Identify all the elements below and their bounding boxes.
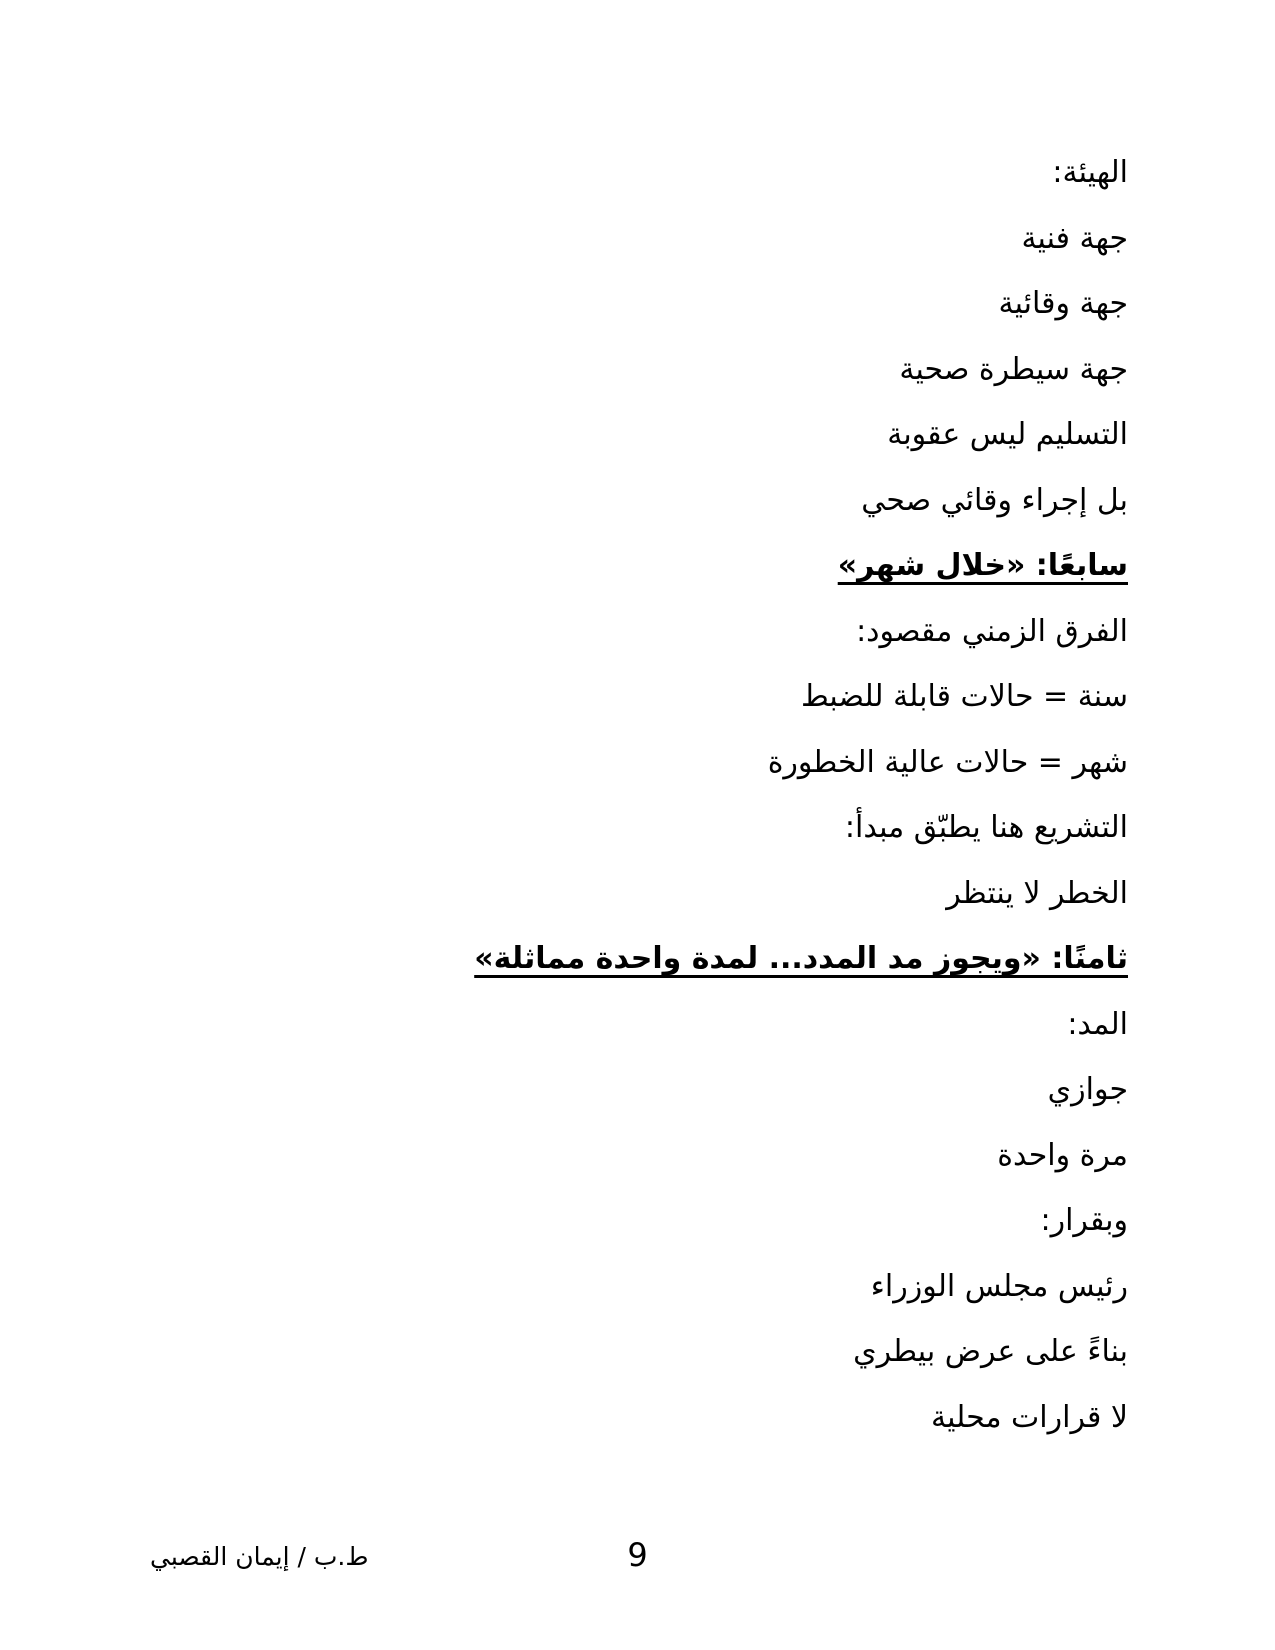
paragraph: سنة = حالات قابلة للضبط bbox=[800, 679, 1128, 714]
paragraph: المد: bbox=[1067, 1006, 1128, 1042]
section-heading-seventh: سابعًا: «خلال شهر» bbox=[837, 548, 1128, 583]
paragraph: جوازي bbox=[1047, 1072, 1128, 1107]
paragraph: جهة فنية bbox=[1021, 220, 1128, 256]
section-heading-eighth: ثامنًا: «ويجوز مد المدد... لمدة واحدة مماثلة» bbox=[474, 941, 1128, 976]
paragraph: جهة وقائية bbox=[998, 286, 1128, 321]
paragraph: شهر = حالات عالية الخطورة bbox=[767, 744, 1128, 780]
page-number: 9 bbox=[627, 1536, 648, 1574]
footer-author: ط.ب / إيمان القصبي bbox=[150, 1542, 369, 1571]
paragraph: التسليم ليس عقوبة bbox=[887, 417, 1128, 452]
paragraph: بناءً على عرض بيطري bbox=[853, 1334, 1128, 1369]
document-body bbox=[147, 140, 1128, 1450]
paragraph: بل إجراء وقائي صحي bbox=[861, 482, 1128, 518]
paragraph: مرة واحدة bbox=[997, 1137, 1128, 1173]
paragraph: الخطر لا ينتظر bbox=[946, 875, 1128, 911]
paragraph: وبقرار: bbox=[1040, 1203, 1128, 1238]
paragraph: رئيس مجلس الوزراء bbox=[870, 1268, 1128, 1304]
paragraph: التشريع هنا يطبّق مبدأ: bbox=[844, 810, 1128, 845]
paragraph: جهة سيطرة صحية bbox=[899, 351, 1128, 387]
paragraph: الفرق الزمني مقصود: bbox=[856, 613, 1128, 649]
paragraph: لا قرارات محلية bbox=[931, 1399, 1128, 1435]
paragraph: الهيئة: bbox=[1052, 155, 1128, 190]
